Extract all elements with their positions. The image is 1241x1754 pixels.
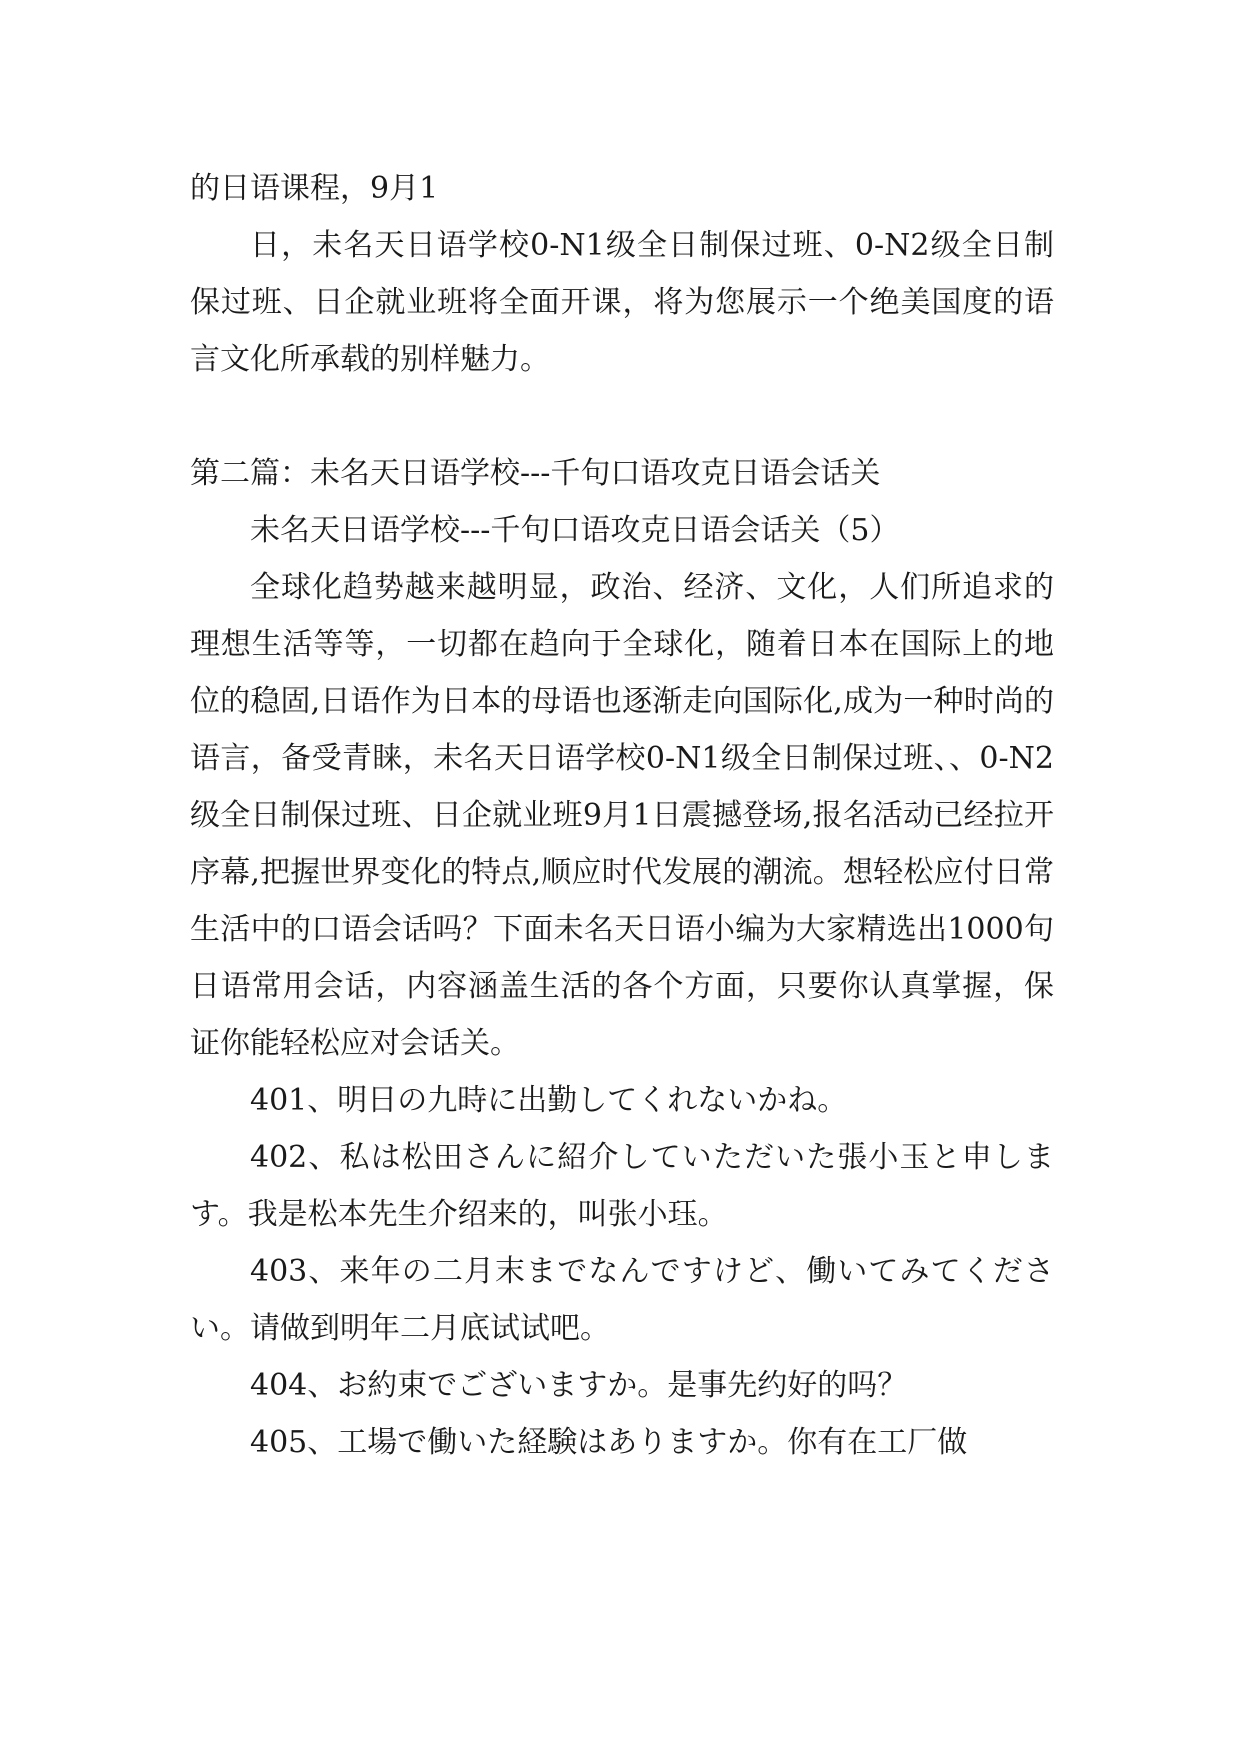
paragraph-continuation: 的日语课程，9月1 bbox=[190, 171, 439, 206]
intro-paragraph: 全球化趋势越来越明显，政治、经济、文化，人们所追求的理想生活等等，一切都在趋向于全球化，随着日本在国际上的地位的稳固,日语作为日本的母语也逐渐走向国际化,成为一种时尚的语言，备受青睐，未名天日语学校0-N1级全日制保过班、、0-N2级全日制保过班、日企就业班9月1日震撼登场,报名活动已经拉开序幕,把握世界变化的特点,顺应时代发展的潮流。想轻松应付日常生活中的口语会话吗？下面未名天日语小编为大家精选出1000句日语常用会话，内容涵盖生活的各个方面，只要你认真掌握，保证你能轻松应对会话关。 bbox=[190, 570, 1054, 1061]
phrase-item: 405、工場で働いた経験はありますか。你有在工厂做 bbox=[250, 1425, 968, 1460]
phrase-item: 404、お約束でございますか。是事先约好的吗？ bbox=[250, 1368, 908, 1403]
phrase-item: 403、来年の二月末までなんですけど、働いてみてください。请做到明年二月底试试吧。 bbox=[190, 1254, 1054, 1346]
phrase-item: 402、私は松田さんに紹介していただいた張小玉と申します。我是松本先生介绍来的，叫张小珏。 bbox=[190, 1140, 1054, 1232]
section-heading: 第二篇：未名天日语学校---千句口语攻克日语会话关 bbox=[190, 456, 881, 491]
phrase-item: 401、明日の九時に出勤してくれないかね。 bbox=[250, 1083, 848, 1118]
section-subtitle: 未名天日语学校---千句口语攻克日语会话关（5） bbox=[250, 513, 900, 548]
section-spacer bbox=[190, 388, 1054, 445]
document-body bbox=[190, 160, 1054, 1471]
paragraph-course-opening: 日，未名天日语学校0-N1级全日制保过班、0-N2级全日制保过班、日企就业班将全面开课，将为您展示一个绝美国度的语言文化所承载的别样魅力。 bbox=[190, 228, 1054, 377]
